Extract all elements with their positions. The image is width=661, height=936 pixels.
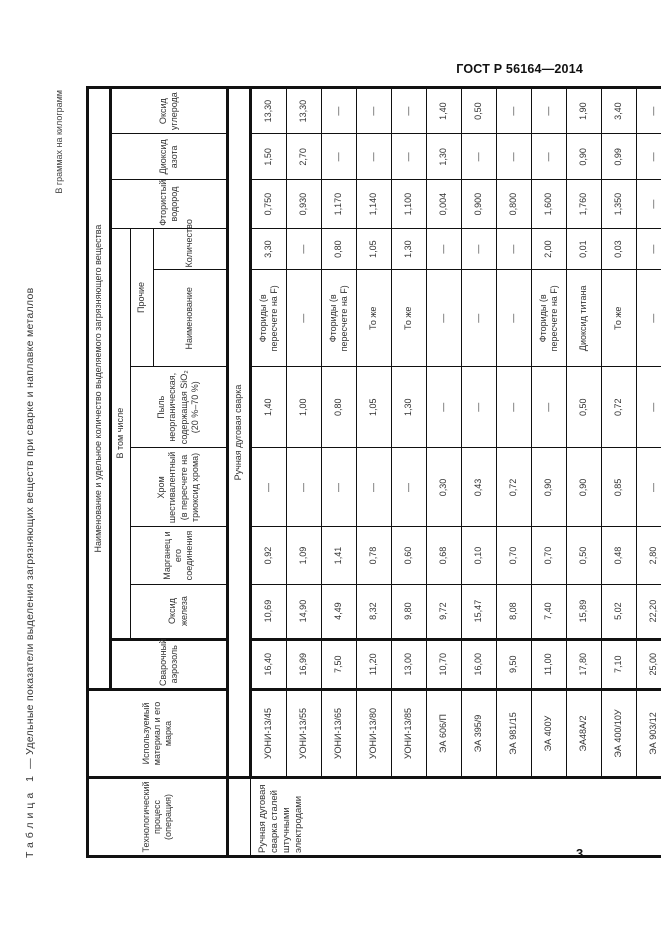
cell-iron-oxide: 22,20 xyxy=(637,584,661,639)
cell-other-qty: 1,30 xyxy=(392,228,427,270)
cell-dust: 0,80 xyxy=(322,367,357,448)
table-units: В граммах на килограмм xyxy=(54,90,64,194)
cell-hf: 1,100 xyxy=(392,180,427,228)
cell-hf: 1,760 xyxy=(567,180,602,228)
cell-dust: 1,30 xyxy=(392,367,427,448)
cell-iron-oxide: 10,69 xyxy=(251,584,287,639)
table-row xyxy=(322,88,357,857)
cell-dust: — xyxy=(497,367,532,448)
table-row xyxy=(567,88,602,857)
cell-iron-oxide: 15,89 xyxy=(567,584,602,639)
cell-other-name: — xyxy=(427,270,462,367)
cell-no2: 0,90 xyxy=(567,134,602,180)
cell-iron-oxide: 15,47 xyxy=(462,584,497,639)
cell-chromium: — xyxy=(357,448,392,527)
header-other-qty: Количество xyxy=(154,228,228,270)
cell-dust: — xyxy=(532,367,567,448)
cell-material: ЭА 606/П xyxy=(427,690,462,778)
cell-other-qty: — xyxy=(287,228,322,270)
cell-co: — xyxy=(392,88,427,134)
cell-dust: — xyxy=(637,367,661,448)
page-number: 3 xyxy=(576,846,584,861)
cell-no2: 2,70 xyxy=(287,134,322,180)
table-row xyxy=(637,88,661,857)
section-title: Ручная дуговая сварка xyxy=(228,88,251,778)
header-co: Оксид углерода xyxy=(111,88,228,134)
table-row xyxy=(392,88,427,857)
cell-other-qty: — xyxy=(497,228,532,270)
header-including: В том числе xyxy=(111,228,131,639)
cell-aerosol: 9,50 xyxy=(497,639,532,690)
table-row xyxy=(287,88,322,857)
cell-material: УОНИ-13/55 xyxy=(287,690,322,778)
header-other: Прочие xyxy=(131,228,154,366)
cell-other-name: Диоксид титана xyxy=(567,270,602,367)
cell-no2: — xyxy=(462,134,497,180)
cell-dust: 0,50 xyxy=(567,367,602,448)
cell-manganese: 0,10 xyxy=(462,527,497,584)
cell-other-qty: 3,30 xyxy=(251,228,287,270)
table-caption xyxy=(24,288,36,858)
cell-chromium: 0,72 xyxy=(497,448,532,527)
cell-other-qty: 1,05 xyxy=(357,228,392,270)
cell-other-name: Фториды (в пересчете на F) xyxy=(322,270,357,367)
cell-hf: 1,140 xyxy=(357,180,392,228)
cell-no2: — xyxy=(532,134,567,180)
table-row xyxy=(497,88,532,857)
cell-aerosol: 16,40 xyxy=(251,639,287,690)
table-row xyxy=(357,88,392,857)
table-row xyxy=(532,88,567,857)
cell-chromium: — xyxy=(251,448,287,527)
cell-iron-oxide: 9,80 xyxy=(392,584,427,639)
cell-material: УОНИ-13/80 xyxy=(357,690,392,778)
cell-dust: 1,05 xyxy=(357,367,392,448)
cell-iron-oxide: 8,08 xyxy=(497,584,532,639)
cell-material: ЭА 903/12 xyxy=(637,690,661,778)
cell-manganese: 1,41 xyxy=(322,527,357,584)
cell-hf: 1,170 xyxy=(322,180,357,228)
header-iron-oxide: Оксид железа xyxy=(131,584,228,639)
cell-other-name: То же xyxy=(392,270,427,367)
cell-no2: 1,30 xyxy=(427,134,462,180)
cell-other-qty: — xyxy=(427,228,462,270)
cell-co: 13,30 xyxy=(287,88,322,134)
cell-no2: 0,99 xyxy=(602,134,637,180)
cell-co: — xyxy=(357,88,392,134)
cell-chromium: 0,90 xyxy=(532,448,567,527)
cell-chromium: 0,90 xyxy=(567,448,602,527)
cell-manganese: 0,48 xyxy=(602,527,637,584)
cell-hf: 1,350 xyxy=(602,180,637,228)
cell-other-name: Фториды (в пересчете на F) xyxy=(532,270,567,367)
cell-co: 0,50 xyxy=(462,88,497,134)
header-no2: Диоксид азота xyxy=(111,134,228,180)
cell-no2: — xyxy=(497,134,532,180)
cell-chromium: — xyxy=(287,448,322,527)
cell-manganese: 0,70 xyxy=(497,527,532,584)
cell-hf: 0,800 xyxy=(497,180,532,228)
cell-co: — xyxy=(532,88,567,134)
cell-hf: 0,900 xyxy=(462,180,497,228)
cell-aerosol: 13,00 xyxy=(392,639,427,690)
cell-chromium: 0,85 xyxy=(602,448,637,527)
cell-material: ЭА 395/9 xyxy=(462,690,497,778)
cell-other-qty: — xyxy=(462,228,497,270)
header-chromium: Хром шестивалентный (в пересчете на триоксид хрома) xyxy=(131,448,228,527)
cell-no2: — xyxy=(637,134,661,180)
table-row xyxy=(462,88,497,857)
header-group: Наименование и удельное количество выделяемого загрязняющего вещества xyxy=(88,88,111,690)
cell-material: УОНИ-13/65 xyxy=(322,690,357,778)
cell-co: — xyxy=(322,88,357,134)
cell-manganese: 1,09 xyxy=(287,527,322,584)
cell-dust: — xyxy=(462,367,497,448)
cell-other-qty: 0,03 xyxy=(602,228,637,270)
cell-co: 3,40 xyxy=(602,88,637,134)
cell-hf: 0,004 xyxy=(427,180,462,228)
cell-iron-oxide: 8,32 xyxy=(357,584,392,639)
cell-other-qty: 2,00 xyxy=(532,228,567,270)
cell-other-name: — xyxy=(497,270,532,367)
cell-other-name: — xyxy=(462,270,497,367)
standard-number: ГОСТ Р 56164—2014 xyxy=(456,62,583,76)
cell-hf: 0,750 xyxy=(251,180,287,228)
table-row xyxy=(427,88,462,857)
cell-iron-oxide: 5,02 xyxy=(602,584,637,639)
header-dust: Пыль неорганическая, содержащая SiO₂ (20 %–70 %) xyxy=(131,367,228,448)
cell-aerosol: 25,00 xyxy=(637,639,661,690)
cell-manganese: 0,50 xyxy=(567,527,602,584)
cell-dust: — xyxy=(427,367,462,448)
cell-dust: 1,00 xyxy=(287,367,322,448)
cell-no2: — xyxy=(357,134,392,180)
cell-aerosol: 16,00 xyxy=(462,639,497,690)
cell-aerosol: 11,00 xyxy=(532,639,567,690)
table-row xyxy=(251,88,287,857)
header-hf: Фтористый водород xyxy=(111,180,228,228)
cell-other-name: — xyxy=(287,270,322,367)
cell-material: УОНИ-13/85 xyxy=(392,690,427,778)
table-title: — Удельные показатели выделения загрязняющих веществ при сварке и наплавке металлов xyxy=(24,287,36,769)
header-manganese: Марганец и его соединения xyxy=(131,527,228,584)
cell-chromium: 0,30 xyxy=(427,448,462,527)
cell-aerosol: 16,99 xyxy=(287,639,322,690)
cell-chromium: 0,43 xyxy=(462,448,497,527)
cell-hf: 0,930 xyxy=(287,180,322,228)
cell-other-name: То же xyxy=(357,270,392,367)
cell-material: ЭА 400У xyxy=(532,690,567,778)
header-material: Используемый материал и его марка xyxy=(88,690,228,778)
cell-chromium: — xyxy=(637,448,661,527)
cell-other-qty: 0,01 xyxy=(567,228,602,270)
table-label: Таблица 1 xyxy=(24,772,36,858)
cell-other-name: То же xyxy=(602,270,637,367)
cell-aerosol: 7,50 xyxy=(322,639,357,690)
cell-manganese: 0,70 xyxy=(532,527,567,584)
cell-manganese: 2,80 xyxy=(637,527,661,584)
cell-dust: 0,72 xyxy=(602,367,637,448)
cell-other-qty: — xyxy=(637,228,661,270)
cell-manganese: 0,92 xyxy=(251,527,287,584)
cell-hf: — xyxy=(637,180,661,228)
header-aerosol: Сварочный аэрозоль xyxy=(111,639,228,690)
cell-iron-oxide: 9,72 xyxy=(427,584,462,639)
cell-manganese: 0,60 xyxy=(392,527,427,584)
cell-material: ЭА48А/2 xyxy=(567,690,602,778)
cell-aerosol: 17,80 xyxy=(567,639,602,690)
cell-no2: — xyxy=(322,134,357,180)
cell-co: 1,40 xyxy=(427,88,462,134)
cell-manganese: 0,78 xyxy=(357,527,392,584)
cell-aerosol: 11,20 xyxy=(357,639,392,690)
header-other-name: Наименование xyxy=(154,270,228,367)
section-spacer xyxy=(228,777,251,856)
process-name: Ручная дуговая сварка сталей штучными электродами xyxy=(251,777,661,856)
cell-no2: 1,50 xyxy=(251,134,287,180)
cell-iron-oxide: 4,49 xyxy=(322,584,357,639)
cell-co: — xyxy=(497,88,532,134)
header-process: Технологический процесс (операция) xyxy=(88,777,228,856)
table-row xyxy=(602,88,637,857)
cell-co: 13,30 xyxy=(251,88,287,134)
cell-co: — xyxy=(637,88,661,134)
rotated-table-area xyxy=(24,78,659,858)
cell-chromium: — xyxy=(322,448,357,527)
cell-other-qty: 0,80 xyxy=(322,228,357,270)
cell-manganese: 0,68 xyxy=(427,527,462,584)
cell-aerosol: 7,10 xyxy=(602,639,637,690)
cell-no2: — xyxy=(392,134,427,180)
cell-material: УОНИ-13/45 xyxy=(251,690,287,778)
cell-material: ЭА 981/15 xyxy=(497,690,532,778)
emissions-table xyxy=(86,86,661,858)
cell-hf: 1,600 xyxy=(532,180,567,228)
cell-chromium: — xyxy=(392,448,427,527)
cell-other-name: — xyxy=(637,270,661,367)
cell-aerosol: 10,70 xyxy=(427,639,462,690)
cell-iron-oxide: 7,40 xyxy=(532,584,567,639)
cell-other-name: Фториды (в пересчете на F) xyxy=(251,270,287,367)
cell-material: ЭА 400/10У xyxy=(602,690,637,778)
cell-dust: 1,40 xyxy=(251,367,287,448)
cell-iron-oxide: 14,90 xyxy=(287,584,322,639)
cell-co: 1,90 xyxy=(567,88,602,134)
